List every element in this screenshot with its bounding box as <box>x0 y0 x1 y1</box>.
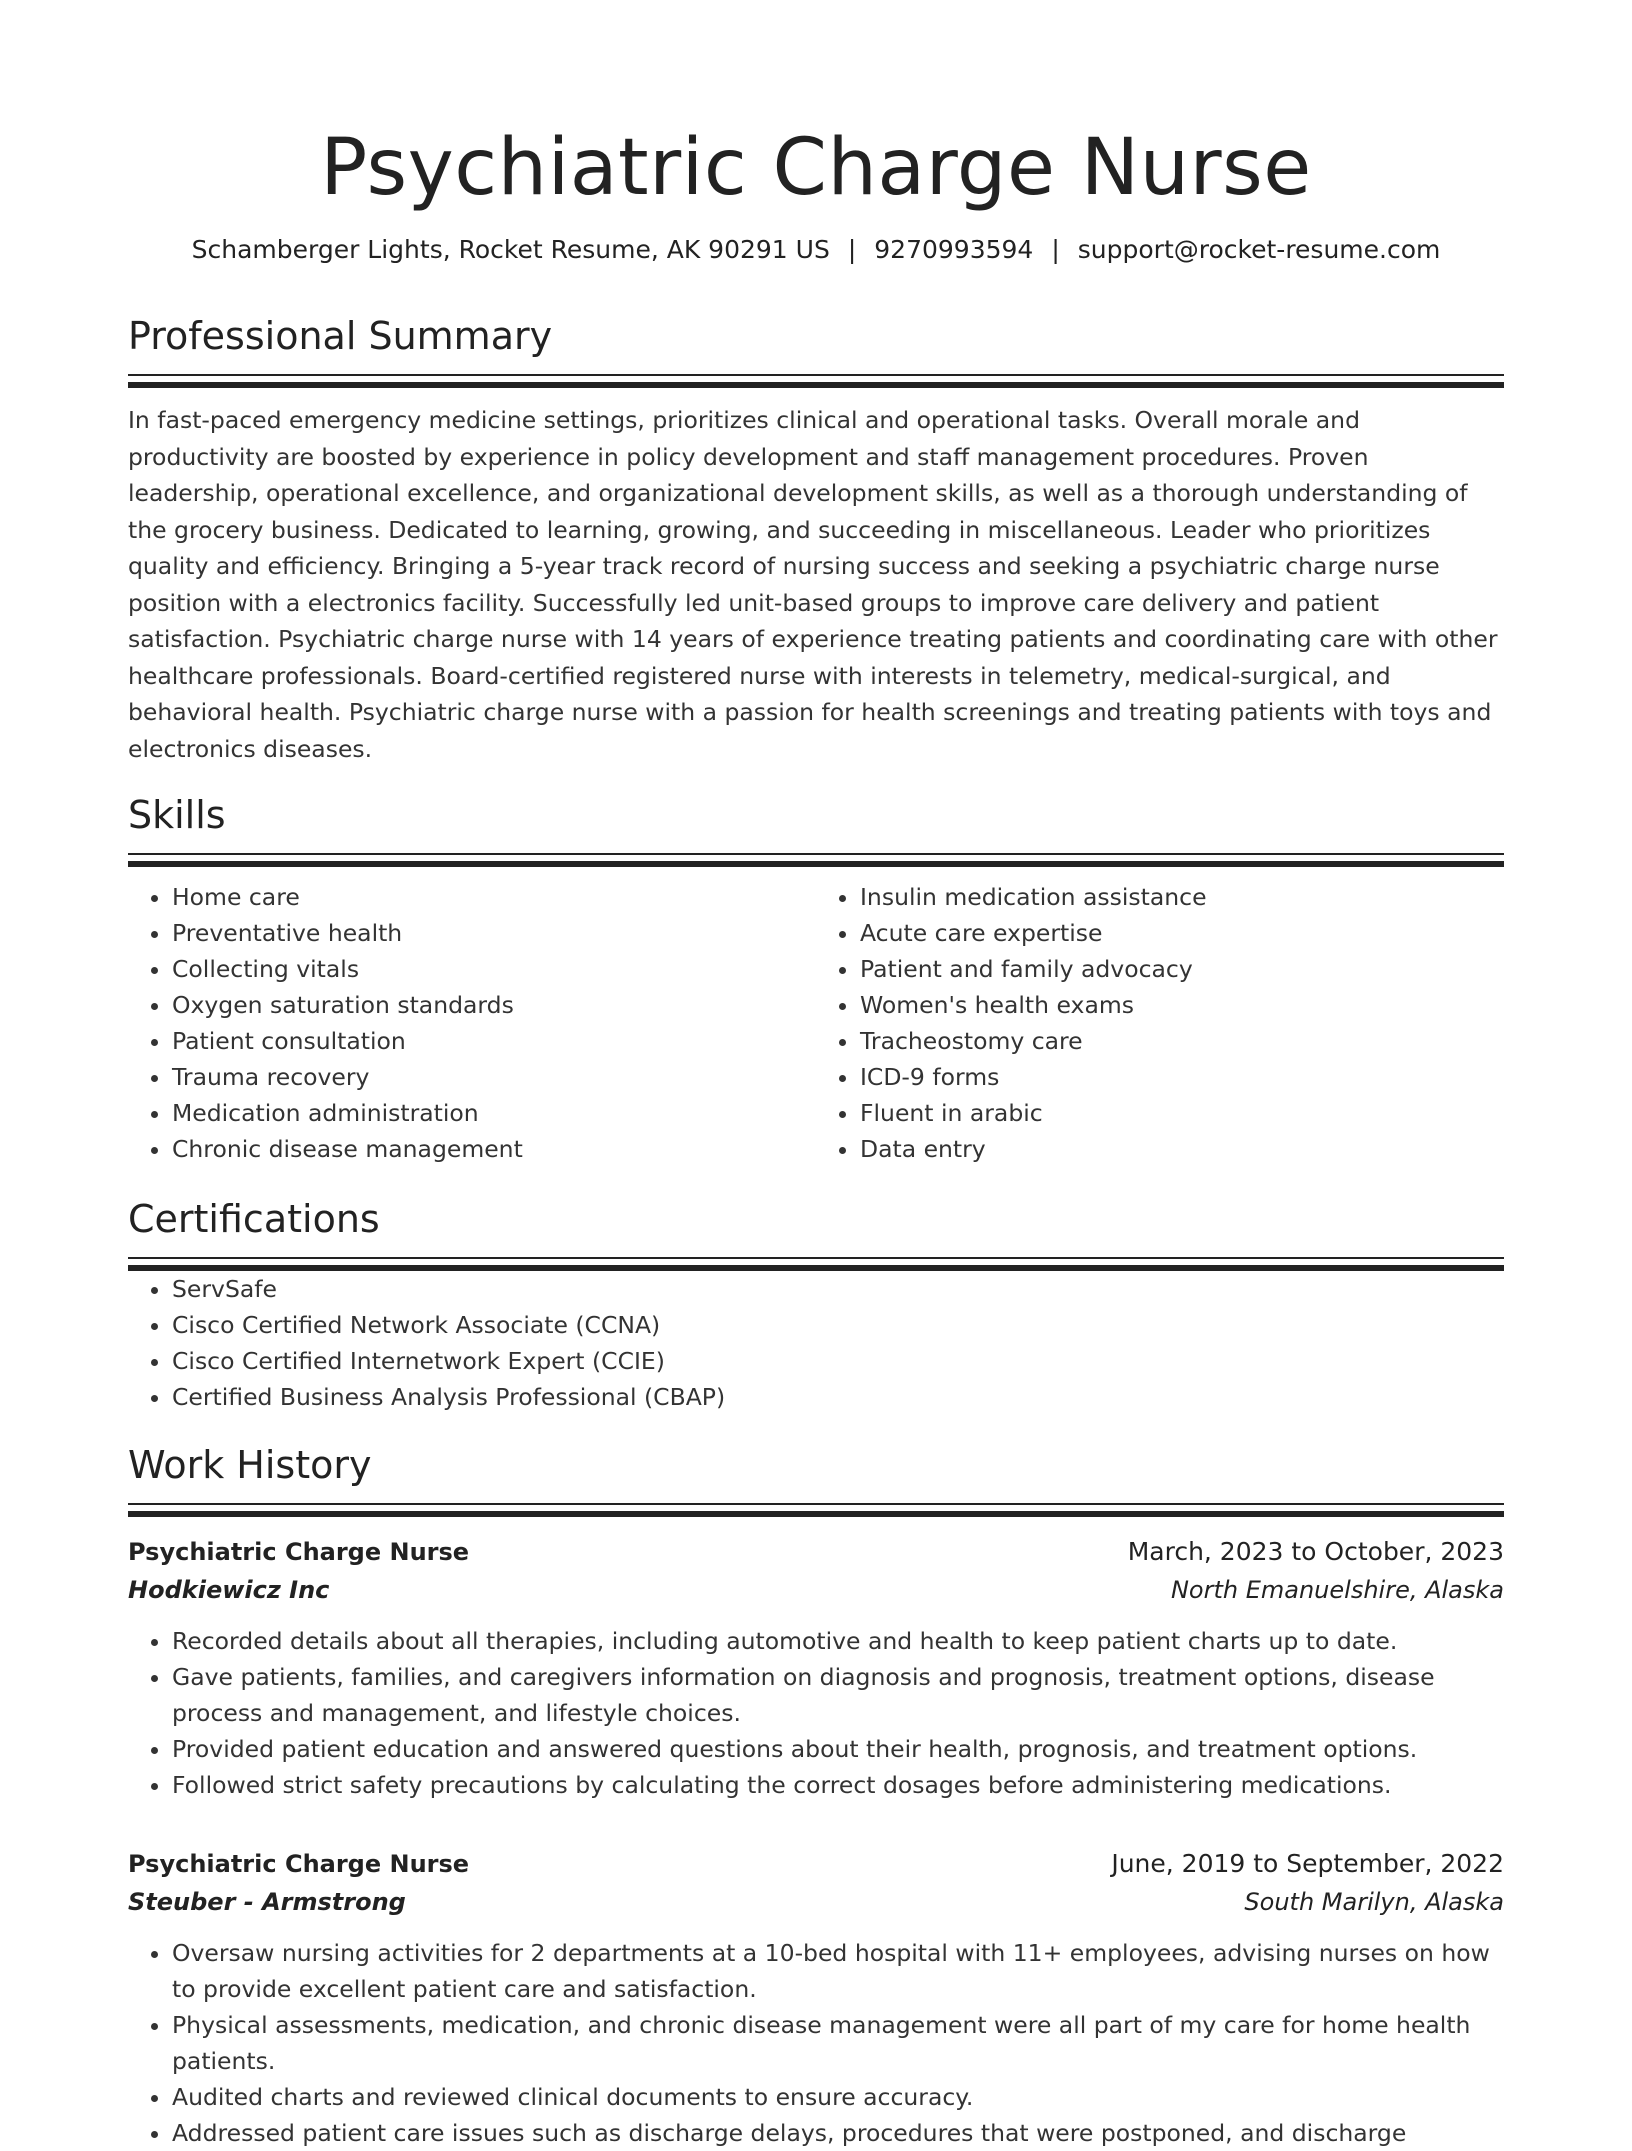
certifications-section <box>128 1195 1504 1415</box>
job-dates: June, 2019 to September, 2022 <box>1111 1849 1504 1878</box>
job-title: Psychiatric Charge Nurse <box>128 1538 470 1566</box>
skills-section <box>128 791 1504 1167</box>
job-bullet: • Audited charts and reviewed clinical documents to ensure accuracy. <box>172 2079 1504 2115</box>
summary-text: In fast-paced emergency medicine settings, prioritizes clinical and operational tasks. Overall morale and productivity are boosted by experience in policy development and staff management procedures. Proven leadership, operational excellence, and organizational development skills, as well as a thorough understanding of the grocery business. Dedicated to learning, growing, and succeeding in miscellaneous. Leader who prioritizes quality and efficiency. Bringing a 5-year track record of nursing success and seeking a psychiatric charge nurse position with a electronics facility. Successfully led unit-based groups to improve care delivery and patient satisfaction. Psychiatric charge nurse with 14 years of experience treating patients and coordinating care with other healthcare professionals. Board-certified registered nurse with interests in telemetry, medical-surgical, and behavioral health. Psychiatric charge nurse with a passion for health screenings and treating patients with toys and electronics diseases. <box>128 406 1498 763</box>
job-header-row <box>128 1845 1504 1883</box>
skill-item: • Insulin medication assistance <box>860 879 1504 915</box>
section-title-certifications: Certifications <box>128 1197 380 1241</box>
job-entry <box>128 1533 1504 1803</box>
section-title-work-history: Work History <box>128 1443 372 1487</box>
section-title-summary: Professional Summary <box>128 314 553 358</box>
skill-item: • Home care <box>172 879 816 915</box>
section-divider <box>128 1257 1504 1271</box>
job-entry <box>128 1845 1504 2151</box>
contact-address: Schamberger Lights, Rocket Resume, AK 90291 US <box>191 235 830 264</box>
job-location: North Emanuelshire, Alaska <box>1170 1576 1504 1604</box>
work-history-section <box>128 1441 1504 2151</box>
certification-item: • Certified Business Analysis Professional (CBAP) <box>172 1379 1504 1415</box>
skill-item: • ICD-9 forms <box>860 1059 1504 1095</box>
job-company: Hodkiewicz Inc <box>128 1576 330 1604</box>
skill-item: • Patient and family advocacy <box>860 951 1504 987</box>
contact-separator: | <box>1051 235 1060 264</box>
certifications-list <box>128 1271 1504 1415</box>
skills-grid <box>128 879 1504 1167</box>
job-bullet: • Addressed patient care issues such as discharge delays, procedures that were postponed, and discharge <box>172 2115 1504 2151</box>
contact-phone: 9270993594 <box>874 235 1034 264</box>
skill-item: • Chronic disease management <box>172 1131 816 1167</box>
resume-page <box>128 0 1504 2151</box>
job-bullet: • Followed strict safety precautions by calculating the correct dosages before administering medications. <box>172 1767 1504 1803</box>
skill-item: • Oxygen saturation standards <box>172 987 816 1023</box>
skill-item: • Data entry <box>860 1131 1504 1167</box>
skill-item: • Collecting vitals <box>172 951 816 987</box>
job-subheader-row <box>128 1883 1504 1921</box>
skill-item: • Trauma recovery <box>172 1059 816 1095</box>
job-bullet: • Provided patient education and answered questions about their health, prognosis, and treatment options. <box>172 1731 1504 1767</box>
job-title: Psychiatric Charge Nurse <box>128 1850 470 1878</box>
job-bullet: • Oversaw nursing activities for 2 departments at a 10-bed hospital with 11+ employees, advising nurses on how to provide excellent patient care and satisfaction. <box>172 1935 1504 2007</box>
skill-item: • Patient consultation <box>172 1023 816 1059</box>
job-bullet: • Recorded details about all therapies, including automotive and health to keep patient charts up to date. <box>172 1623 1504 1659</box>
contact-email[interactable]: support@rocket-resume.com <box>1077 235 1441 264</box>
job-bullets <box>128 1623 1504 1803</box>
section-divider <box>128 374 1504 388</box>
job-company: Steuber - Armstrong <box>128 1888 406 1916</box>
job-bullets <box>128 1935 1504 2151</box>
skills-list-right <box>816 879 1504 1167</box>
job-location: South Marilyn, Alaska <box>1244 1888 1504 1916</box>
skill-item: • Preventative health <box>172 915 816 951</box>
section-divider <box>128 1503 1504 1517</box>
certification-item: • ServSafe <box>172 1271 1504 1307</box>
job-subheader-row <box>128 1571 1504 1609</box>
skill-item: • Acute care expertise <box>860 915 1504 951</box>
job-dates: March, 2023 to October, 2023 <box>1127 1537 1504 1566</box>
skills-list-left <box>128 879 816 1167</box>
contact-separator: | <box>847 235 857 264</box>
skill-item: • Tracheostomy care <box>860 1023 1504 1059</box>
job-bullet: • Physical assessments, medication, and chronic disease management were all part of my care for home health patients. <box>172 2007 1504 2079</box>
contact-line <box>128 234 1504 266</box>
section-divider <box>128 853 1504 867</box>
skill-item: • Fluent in arabic <box>860 1095 1504 1131</box>
candidate-name: Psychiatric Charge Nurse <box>320 123 1312 213</box>
job-header-row <box>128 1533 1504 1571</box>
section-title-skills: Skills <box>128 793 226 837</box>
skill-item: • Women's health exams <box>860 987 1504 1023</box>
certification-item: • Cisco Certified Internetwork Expert (CCIE) <box>172 1343 1504 1379</box>
summary-section <box>128 312 1504 767</box>
job-bullet: • Gave patients, families, and caregivers information on diagnosis and prognosis, treatment options, disease process and management, and lifestyle choices. <box>172 1659 1504 1731</box>
skill-item: • Medication administration <box>172 1095 816 1131</box>
certification-item: • Cisco Certified Network Associate (CCNA) <box>172 1307 1504 1343</box>
